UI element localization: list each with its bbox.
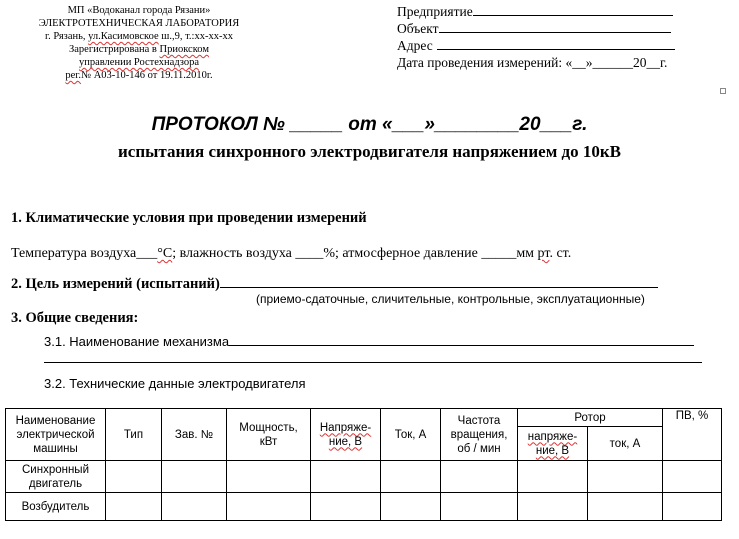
cell[interactable] — [381, 493, 441, 521]
org-street: ул.Касимовское — [88, 31, 159, 42]
header-pv: ПВ, % — [663, 409, 722, 461]
humidity-pressure: ; влажность воздуха ____%; атмосферное давление _____мм — [172, 246, 538, 261]
purpose-line[interactable] — [220, 274, 658, 288]
mechanism-line-2[interactable] — [44, 362, 702, 363]
field-object-line[interactable] — [439, 21, 671, 33]
table-row — [6, 493, 722, 521]
cell[interactable] — [162, 493, 227, 521]
section-2-heading — [11, 274, 658, 293]
cell[interactable] — [663, 493, 722, 521]
org-city: г. Рязань, — [45, 31, 89, 42]
header-serial: Зав. № — [162, 409, 227, 461]
field-object — [397, 21, 671, 37]
field-date: Дата проведения измерений: «__»______20__г. — [397, 55, 668, 70]
cell[interactable] — [441, 493, 518, 521]
tech-data-table — [5, 408, 722, 521]
cell[interactable] — [162, 461, 227, 493]
temp-label: Температура воздуха___ — [11, 246, 158, 261]
org-line-6 — [24, 69, 254, 82]
field-enterprise-label: Предприятие — [397, 4, 473, 19]
mechanism-line[interactable] — [229, 333, 694, 346]
header-current: Ток, А — [381, 409, 441, 461]
cell[interactable] — [311, 493, 381, 521]
section-3-heading: 3. Общие сведения: — [11, 310, 139, 326]
org-line-5: управлении Ростехнадзора — [78, 57, 200, 68]
org-address-rest: ш.,9, т.:хх-хх-хх — [158, 31, 233, 42]
cell[interactable] — [106, 493, 162, 521]
org-registered: Зарегистрирована в — [69, 44, 160, 55]
item-3-2: 3.2. Технические данные электродвигателя — [44, 376, 306, 391]
protocol-title: ПРОТОКОЛ № _____ от «___»________20___г. — [151, 114, 588, 135]
temp-unit: °С — [157, 246, 173, 261]
header-machine-name: Наименование электрической машины — [6, 409, 106, 461]
cell[interactable] — [518, 461, 588, 493]
cell[interactable] — [663, 461, 722, 493]
item-3-1-label: 3.1. Наименование механизма — [44, 334, 230, 349]
section-2-hint: (приемо-сдаточные, сличительные, контрольные, эксплуатационные) — [256, 292, 645, 306]
cell[interactable] — [441, 461, 518, 493]
header-rotor-voltage — [518, 427, 588, 461]
header-voltage-text: Напряже-ние, В — [319, 421, 372, 448]
cell[interactable] — [227, 493, 311, 521]
cell[interactable] — [227, 461, 311, 493]
protocol-subtitle: испытания синхронного электродвигателя напряжением до 10кВ — [117, 142, 622, 161]
org-region: Приокском — [159, 44, 209, 55]
cell[interactable] — [311, 461, 381, 493]
table-row — [6, 461, 722, 493]
header-rotor-voltage-text: напряже-ние, В — [527, 430, 578, 457]
header-rotor: Ротор — [518, 409, 663, 427]
header-speed: Частота вращения, об / мин — [441, 409, 518, 461]
org-reg-number: № А03-10-146 от 19.11.2010г. — [81, 70, 213, 81]
field-address-line[interactable] — [437, 38, 675, 50]
cell[interactable] — [106, 461, 162, 493]
org-line-1: МП «Водоканал города Рязани» — [67, 5, 211, 16]
pressure-unit: рт — [537, 246, 550, 261]
header-voltage — [311, 409, 381, 461]
field-address-label: Адрес — [397, 38, 433, 53]
row-label-synchronous: Синхронный двигатель — [6, 461, 106, 493]
org-line-4 — [24, 43, 254, 56]
row-label-exciter: Возбудитель — [6, 493, 106, 521]
org-line-2: ЭЛЕКТРОТЕХНИЧЕСКАЯ ЛАБОРАТОРИЯ — [38, 18, 240, 29]
field-address — [397, 38, 675, 54]
field-object-label: Объект — [397, 21, 439, 36]
field-enterprise — [397, 4, 673, 20]
header-type: Тип — [106, 409, 162, 461]
section-1-heading: 1. Климатические условия при проведении измерений — [11, 210, 367, 226]
section-1-text — [11, 246, 571, 262]
field-enterprise-line[interactable] — [473, 4, 673, 16]
org-reg-abbr: рег. — [65, 70, 82, 81]
item-3-1 — [44, 333, 694, 349]
header-rotor-current: ток, А — [588, 427, 663, 461]
cell[interactable] — [588, 493, 663, 521]
cell[interactable] — [381, 461, 441, 493]
section-2-label: 2. Цель измерений (испытаний) — [11, 276, 220, 292]
pressure-unit-end: . ст. — [549, 246, 572, 261]
org-line-3 — [24, 30, 254, 43]
anchor-marker — [720, 88, 726, 94]
cell[interactable] — [588, 461, 663, 493]
cell[interactable] — [518, 493, 588, 521]
header-power: Мощность, кВт — [227, 409, 311, 461]
